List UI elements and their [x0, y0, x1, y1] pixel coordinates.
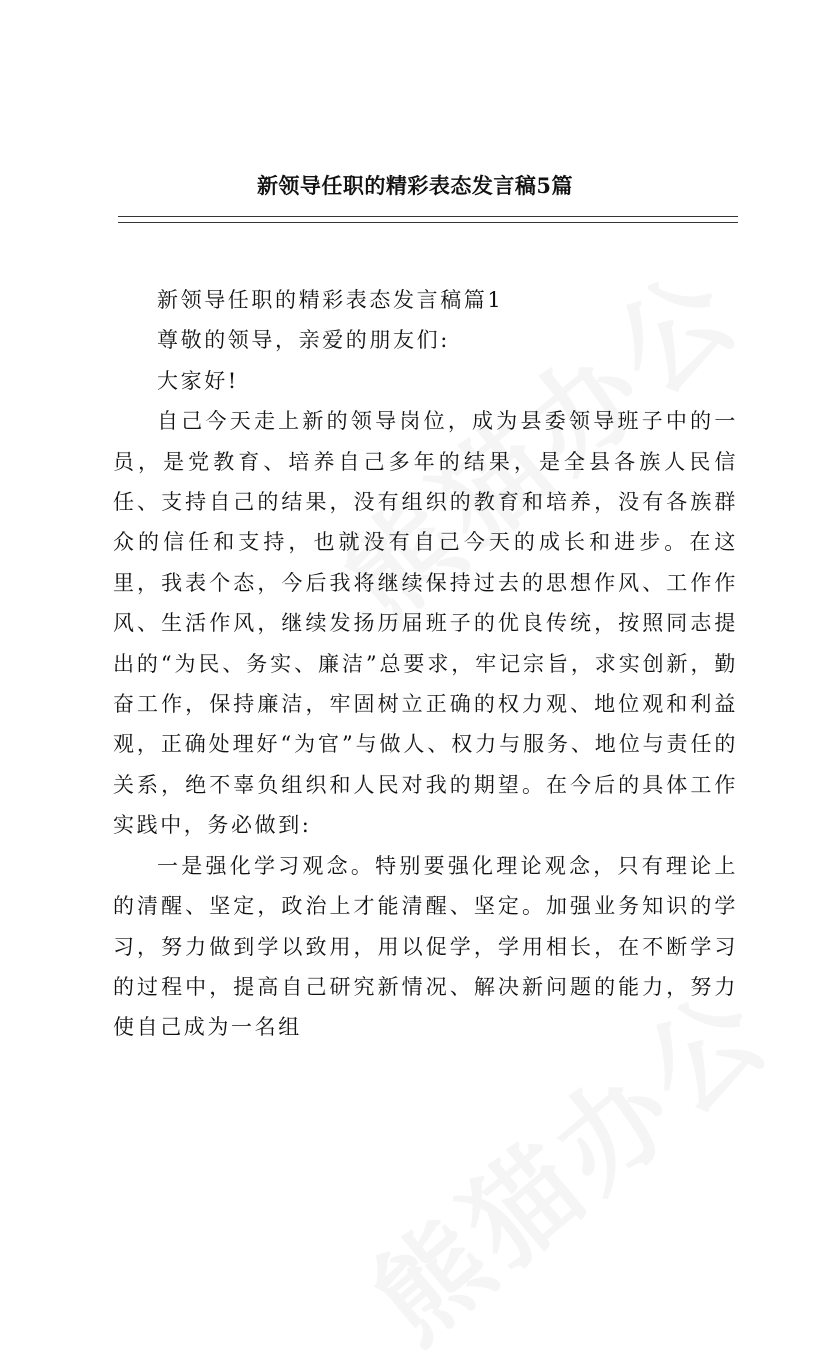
document-title: 新领导任职的精彩表态发言稿5篇 [256, 173, 574, 198]
greeting: 大家好! [157, 368, 239, 393]
body-paragraph: 自己今天走上新的领导岗位，成为县委领导班子中的一员，是党教育、培养自己多年的结果，是全县各族人民信任、支持自己的结果，没有组织的教育和培养，没有各族群众的信任和支持，也就没有自己今天的成长和进步。在这里，我表个态，今后我将继续保持过去的思想作风、工作作风、生活作风，继续发扬历届班子的优良传统，按照同志提出的“为民、务实、廉洁”总要求，牢记宗旨，求实创新，勤奋工作，保持廉洁，牢固树立正确的权力观、地位观和利益观，正确处理好“为官”与做人、权力与服务、地位与责任的关系，绝不辜负组织和人民对我的期望。在今后的具体工作实践中，务必做到: [113, 409, 738, 838]
body-paragraph: 一是强化学习观念。特别要强化理论观念，只有理论上的清醒、坚定，政治上才能清醒、坚定。加强业务知识的学习，努力做到学以致用，用以促学，学用相长，在不断学习的过程中，提高自己研究新情况、解决新问题的能力，努力使自己成为一名组 [113, 853, 738, 1040]
document-body [113, 280, 738, 1048]
title-divider [118, 216, 738, 223]
salutation: 尊敬的领导，亲爱的朋友们: [157, 328, 450, 353]
section-heading: 新领导任职的精彩表态发言稿篇1 [157, 288, 504, 312]
